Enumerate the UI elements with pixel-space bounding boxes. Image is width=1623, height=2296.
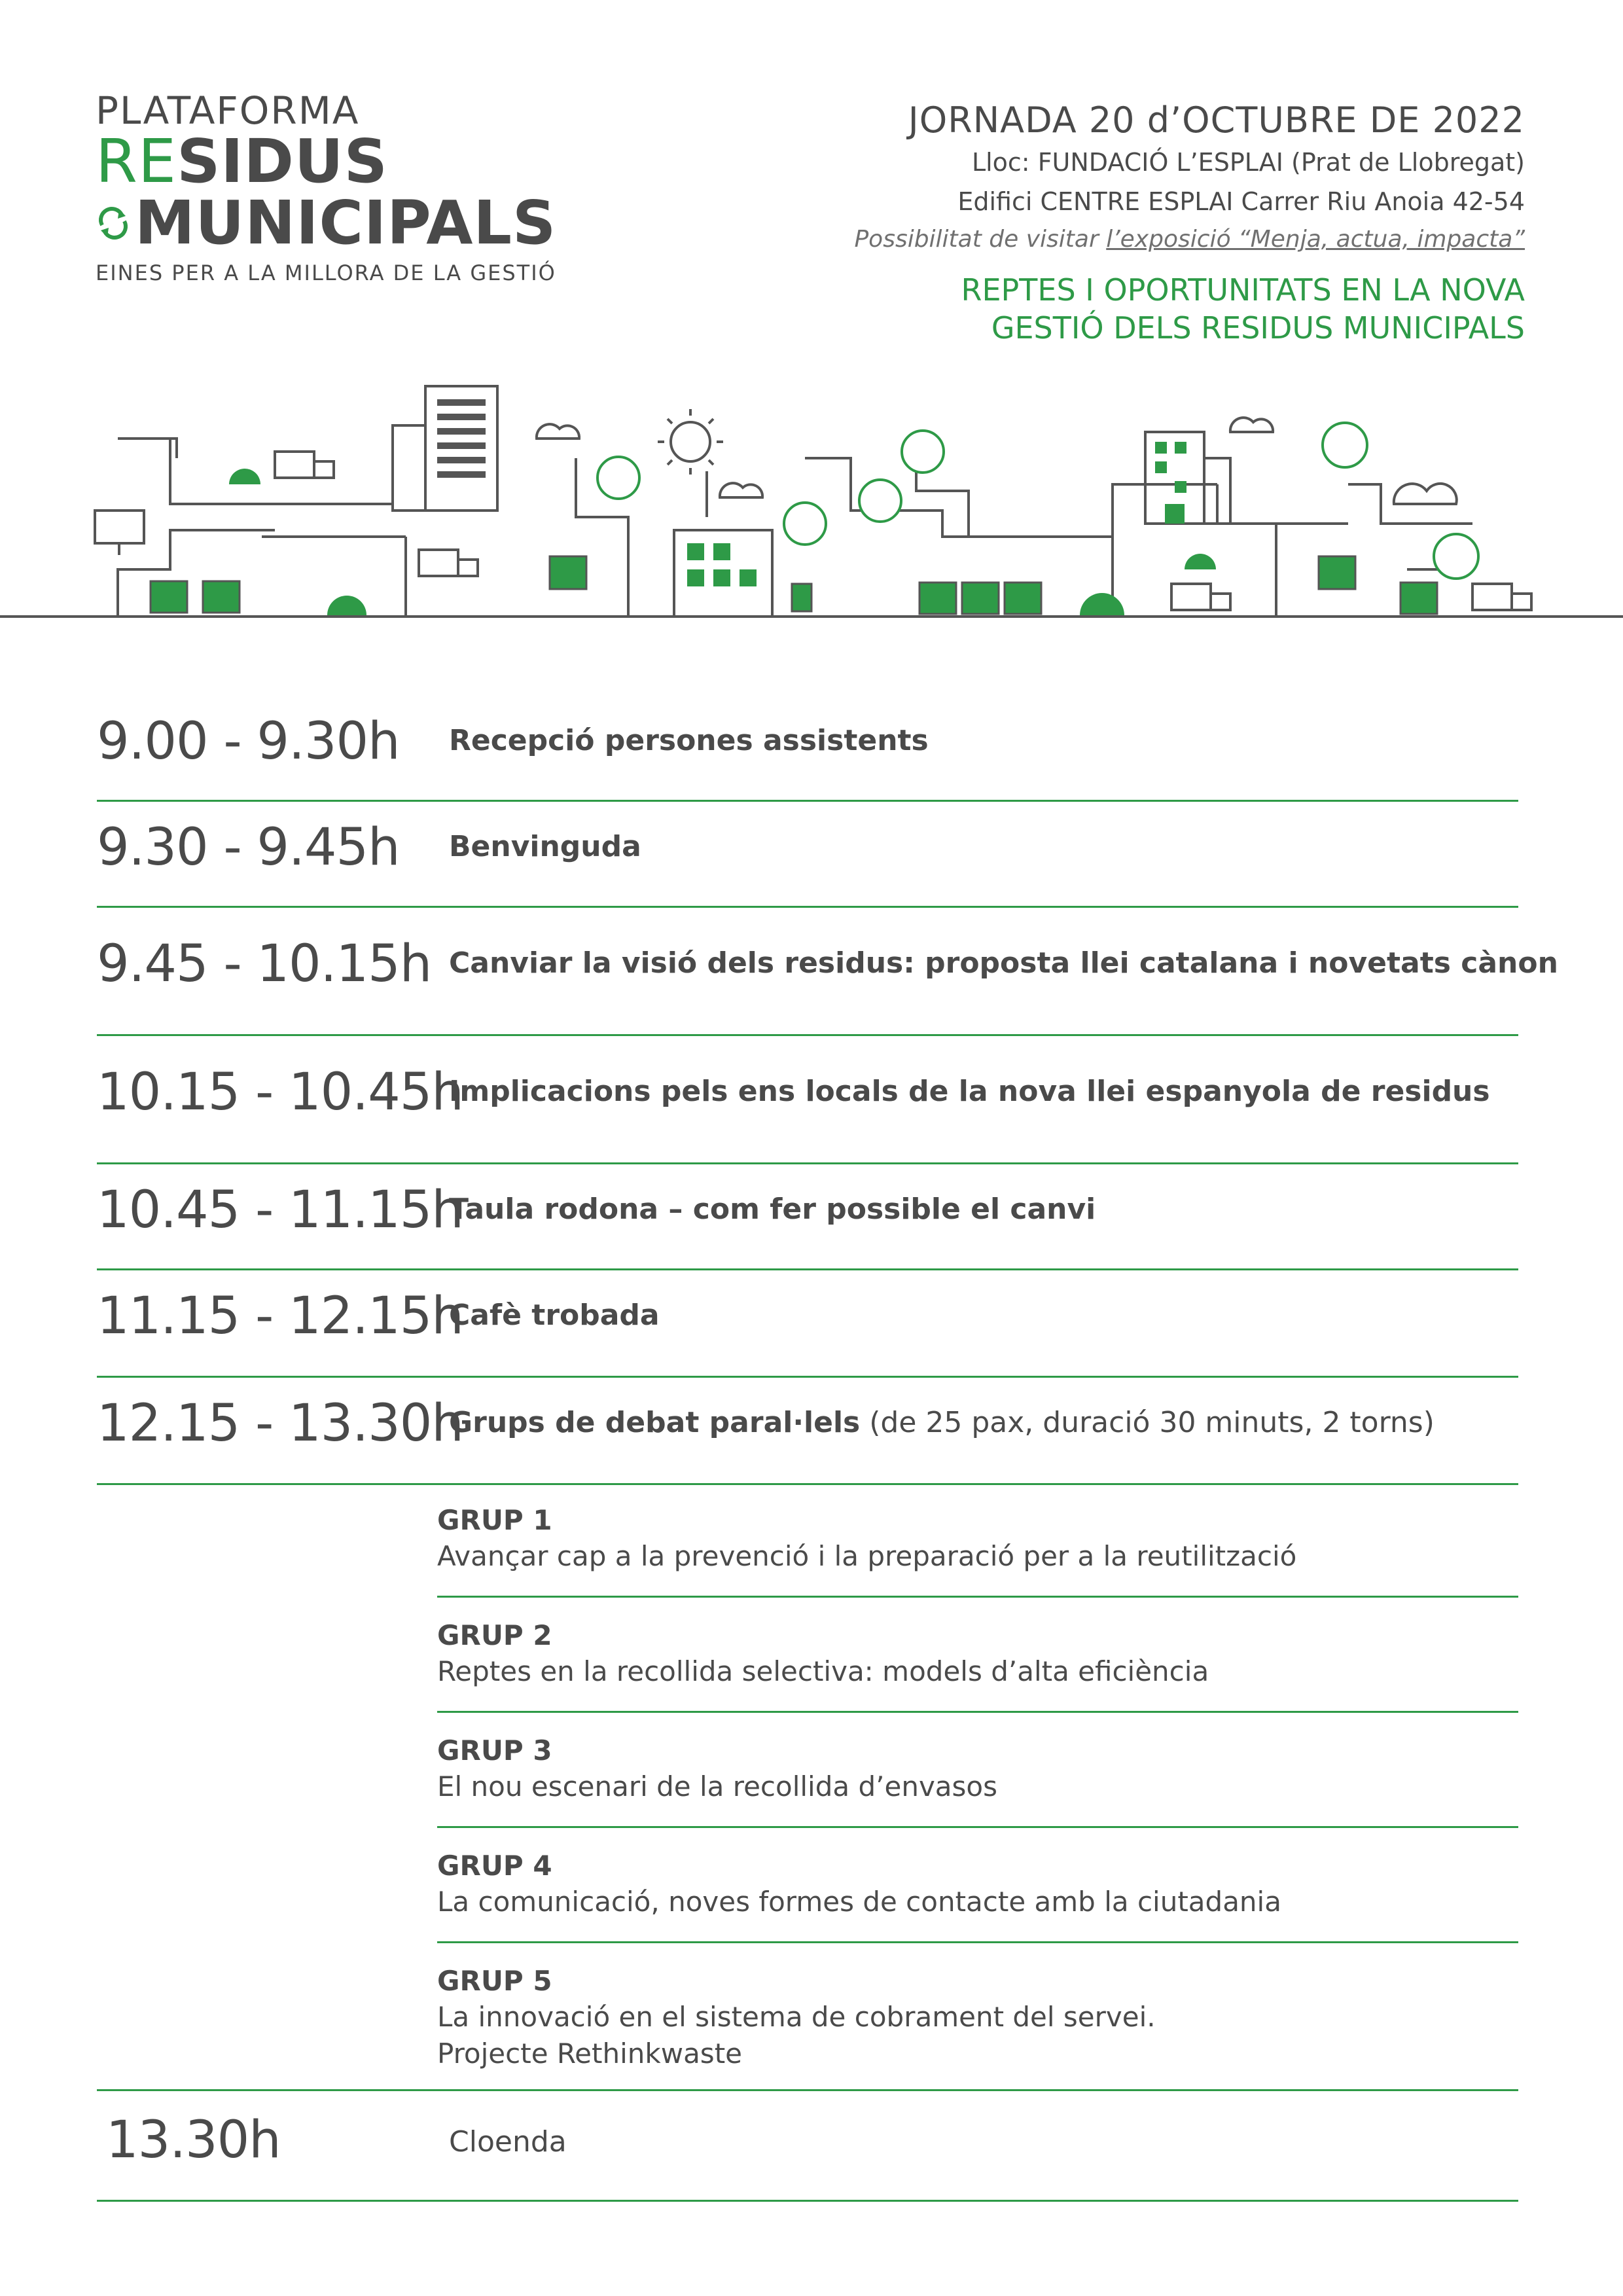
schedule-row xyxy=(97,800,1518,908)
schedule-title: Taula rodona – com fer possible el canvi xyxy=(449,1193,1096,1226)
exhibition-link[interactable]: l’exposició “Menja, actua, impacta” xyxy=(1106,226,1525,253)
schedule-title: Canviar la visió dels residus: proposta llei catalana i novetats cànon xyxy=(449,946,1558,980)
event-place: Lloc: FUNDACIÓ L’ESPLAI (Prat de Llobregat) xyxy=(971,148,1525,177)
schedule-row xyxy=(97,1162,1518,1270)
debate-group xyxy=(437,1618,1518,1713)
group-description: Reptes en la recollida selectiva: models d’alta eficiència xyxy=(437,1655,1209,1687)
group-description: La innovació en el sistema de cobrament del servei. xyxy=(437,2001,1156,2033)
logo-line-residus: RESIDUS xyxy=(96,126,388,196)
group-title: GRUP 1 xyxy=(437,1504,552,1536)
schedule-title: Recepció persones assistents xyxy=(449,724,929,757)
schedule-time: 9.45 - 10.15h xyxy=(97,935,432,994)
closing-time: 13.30h xyxy=(106,2111,281,2170)
logo-line-plataforma: PLATAFORMA xyxy=(96,88,360,133)
group-description: Avançar cap a la prevenció i la preparació per a la reutilització xyxy=(437,1540,1297,1572)
schedule-time: 12.15 - 13.30h xyxy=(97,1394,463,1453)
group-title: GRUP 4 xyxy=(437,1850,552,1882)
schedule-title: Grups de debat paral·lels (de 25 pax, duració 30 minuts, 2 torns) xyxy=(449,1406,1435,1439)
schedule-row xyxy=(97,694,1518,802)
group-title: GRUP 5 xyxy=(437,1965,552,1997)
schedule-time: 10.45 - 11.15h xyxy=(97,1181,463,1240)
group-title: GRUP 2 xyxy=(437,1619,552,1651)
group-title: GRUP 3 xyxy=(437,1734,552,1767)
group-description: El nou escenari de la recollida d’envasos xyxy=(437,1770,997,1803)
debate-group xyxy=(437,1503,1518,1598)
schedule-row xyxy=(97,1376,1518,1485)
debate-group xyxy=(437,1733,1518,1828)
event-info xyxy=(740,98,1525,347)
schedule-time: 10.15 - 10.45h xyxy=(97,1063,463,1122)
event-building: Edifici CENTRE ESPLAI Carrer Riu Anoia 42-54 xyxy=(957,187,1525,216)
closing-title: Cloenda xyxy=(449,2125,567,2159)
closing-row xyxy=(97,2089,1518,2202)
schedule-title: Benvinguda xyxy=(449,830,641,863)
event-date: JORNADA 20 d’OCTUBRE DE 2022 xyxy=(908,99,1525,141)
debate-group xyxy=(437,1848,1518,1943)
schedule-row xyxy=(97,1268,1518,1378)
recycle-arrows-icon xyxy=(96,206,131,241)
schedule-time: 11.15 - 12.15h xyxy=(97,1287,463,1346)
schedule-title: Implicacions pels ens locals de la nova llei espanyola de residus xyxy=(449,1075,1490,1108)
exhibition-note: Possibilitat de visitar l’exposició “Menja, actua, impacta” xyxy=(854,226,1525,253)
schedule-row xyxy=(97,1034,1518,1164)
schedule-row xyxy=(97,906,1558,1036)
schedule-note: (de 25 pax, duració 30 minuts, 2 torns) xyxy=(860,1406,1435,1439)
event-title: REPTES I OPORTUNITATS EN LA NOVA GESTIÓ DELS RESIDUS MUNICIPALS xyxy=(961,272,1525,346)
schedule-title: Cafè trobada xyxy=(449,1299,660,1332)
logo-tagline: EINES PER A LA MILLORA DE LA GESTIÓ xyxy=(96,260,556,285)
group-description-continued: Projecte Rethinkwaste xyxy=(437,2037,742,2070)
schedule-time: 9.30 - 9.45h xyxy=(97,818,400,877)
platform-logo xyxy=(96,90,556,285)
schedule-time: 9.00 - 9.30h xyxy=(97,712,400,771)
logo-line-municipals: MUNICIPALS xyxy=(96,192,556,254)
group-description: La comunicació, noves formes de contacte amb la ciutadania xyxy=(437,1886,1281,1918)
city-waste-illustration xyxy=(0,373,1623,622)
